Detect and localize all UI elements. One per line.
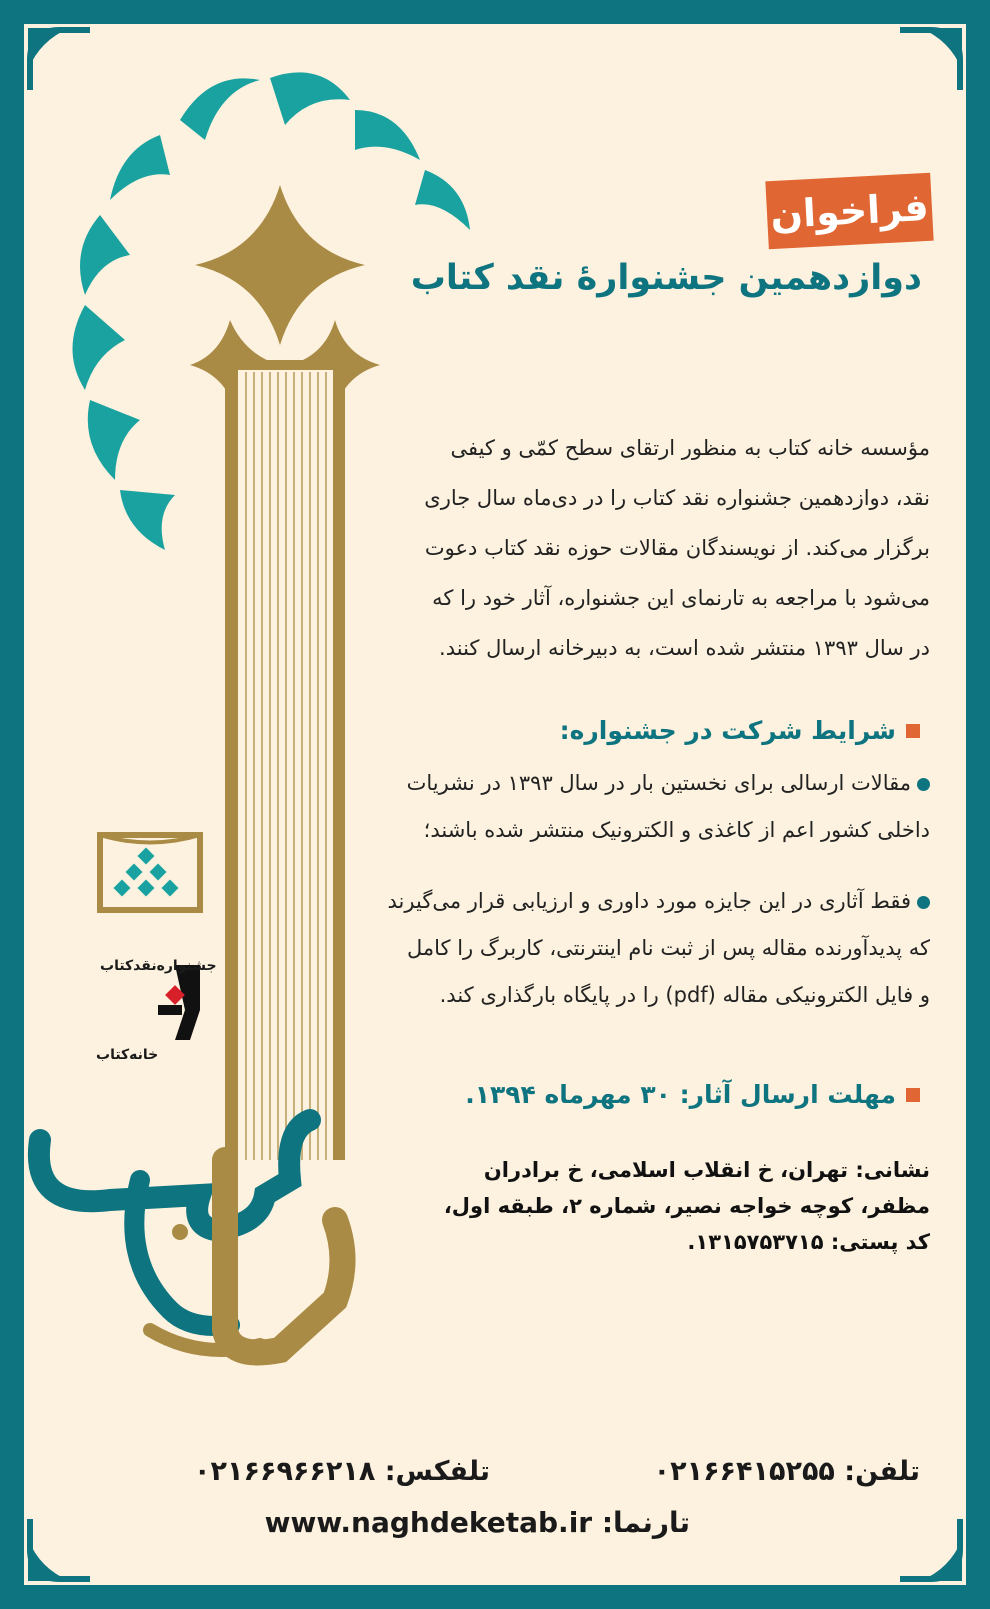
book-house-logo-caption: خانه‌کتاب	[96, 1047, 159, 1063]
conditions-heading-text: شرایط شرکت در جشنواره:	[559, 716, 896, 745]
address-line: مظفر، کوچه خواجه نصیر، شماره ۲، طبقه اول،	[443, 1194, 930, 1218]
orange-square-icon	[906, 724, 920, 738]
condition-line-text: مقالات ارسالی برای نخستین بار در سال ۱۳۹۳ در نشریات	[406, 771, 911, 795]
deadline-text: مهلت ارسال آثار: ۳۰ مهرماه ۱۳۹۴.	[465, 1080, 896, 1109]
orange-square-icon	[906, 1088, 920, 1102]
call-badge: فراخوان	[765, 173, 933, 250]
deadline-heading	[465, 1080, 920, 1109]
calligraphy-naghd-ketab-icon	[39, 1120, 343, 1353]
bullet-dot-icon	[917, 896, 930, 909]
intro-line: برگزار می‌کند. از نویسندگان مقالات حوزه نقد کتاب دعوت	[424, 536, 930, 560]
condition-line	[370, 760, 930, 807]
condition-line-text: فقط آثاری در این جایزه مورد داوری و ارزیابی قرار می‌گیرند	[387, 889, 911, 913]
festival-logo-icon	[100, 835, 200, 910]
intro-line: مؤسسه خانه کتاب به منظور ارتقای سطح کمّی و کیفی	[450, 436, 930, 460]
address-block	[370, 1152, 930, 1260]
address-line: نشانی: تهران، خ انقلاب اسلامی، خ برادران	[483, 1158, 930, 1182]
festival-logo-caption: جشنواره‌نقدکتاب	[100, 958, 217, 974]
condition-1	[370, 760, 930, 854]
condition-line: و فایل الکترونیکی مقاله (pdf) را در پایگاه بارگذاری کند.	[439, 983, 930, 1007]
bullet-dot-icon	[917, 778, 930, 791]
intro-line: در سال ۱۳۹۳ منتشر شده است، به دبیرخانه ارسال کنند.	[439, 636, 930, 660]
intro-line: نقد، دوازدهمین جشنواره نقد کتاب را در دی‌ماه سال جاری	[424, 486, 930, 510]
fax-number: تلفکس: ۰۲۱۶۶۹۶۶۲۱۸	[194, 1456, 490, 1487]
condition-line: داخلی کشور اعم از کاغذی و الکترونیک منتشر شده باشند؛	[423, 818, 930, 842]
intro-line: می‌شود با مراجعه به تارنمای این جشنواره، آثار خود را که	[432, 586, 930, 610]
condition-line: که پدیدآورنده مقاله پس از ثبت نام اینترنتی، کاربرگ را کامل	[407, 936, 930, 960]
address-line: کد پستی: ۱۳۱۵۷۵۳۷۱۵.	[687, 1230, 930, 1254]
book-house-logo-icon	[158, 965, 200, 1040]
intro-paragraph	[370, 423, 930, 673]
phone-number: تلفن: ۰۲۱۶۶۴۱۵۲۵۵	[653, 1456, 920, 1487]
festival-title: دوازدهمین جشنوارۀ نقد کتاب	[410, 258, 922, 298]
condition-2	[370, 878, 930, 1019]
condition-line	[370, 878, 930, 925]
website-link[interactable]: تارنما: www.naghdeketab.ir	[264, 1506, 690, 1539]
conditions-heading	[560, 716, 920, 745]
